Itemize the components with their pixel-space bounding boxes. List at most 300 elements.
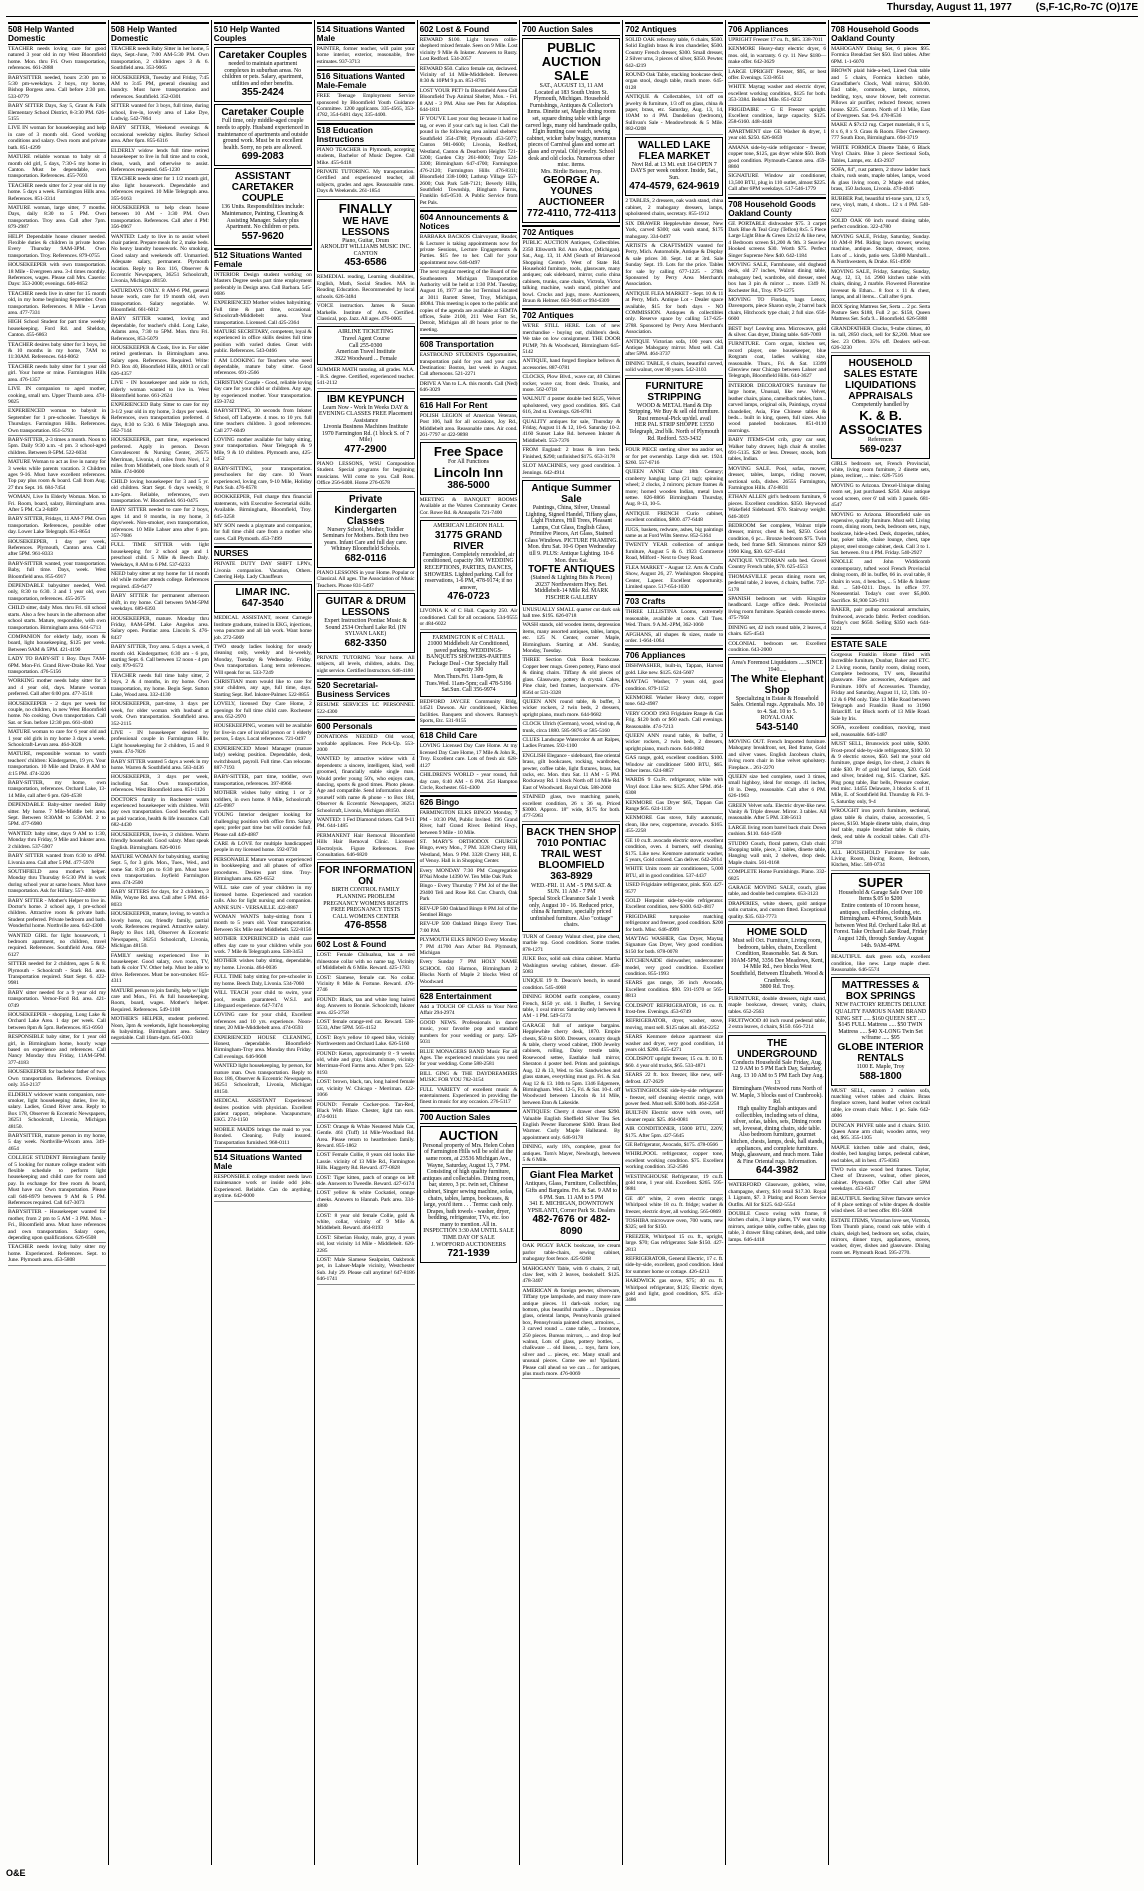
- classified-ad: MEETING & BANQUET ROOMS Available at the Warren Community Center. Cor. Rowe Rd. & Annapolis 721-7400: [420, 497, 518, 518]
- classified-ad: TEACHER needs live in sitter for 15 month old, in my home beginning September. Own transportation. References. 8 Mile - Levan area. 477-7331: [8, 291, 106, 319]
- classified-ad: GE PORTABLE dishwasher $75. 3 carpet Dark Blue & Teal Gray (Teflon) 8x5. 5 Piece Large Light Blue & Green 12x12 & like new, 4 Bedroom screen $1,200 & 9th. 3 Seaview Hooked screens $30. Worth $75. Perfect Singer Supreme New $40. 642-1184: [728, 221, 826, 261]
- display-ad-line: Area's Foremost Liquidators .....SINCE 1940.....: [731, 660, 823, 673]
- display-ad-line: Free Space: [433, 444, 504, 460]
- display-ad: [522, 480, 620, 605]
- classified-ad: WASH stands, old wooden items, depression items, many assorted antiques, tables, lamps, etc. 125 N. Center, corner Maple, Birmingham. Starting at AM. Sunday, Monday, Tuesday.: [522, 622, 620, 656]
- classified-ad: LIVE - IN housekeeper and aide to rich, elderly woman wanted to live in. West Bloomfield home. 661-2624: [111, 380, 209, 401]
- section-heading: 514 Situations Wanted Male: [214, 1150, 312, 1173]
- classified-ad: GE 40" white, 2 oven electric range; Whirlpool white 18 cu. ft. fridge; washer & freezer, electric dryer, all working. 565-0869: [625, 1196, 723, 1217]
- classified-ad: EXPERIENCED Baby Sitter to care for my 3-1/2 year old in my home, 3 days per week. References, own transportation preferred. 4 days, 8:30 to 5:30. 6 Mile Telegraph area. 562-7144: [111, 402, 209, 436]
- classified-ad: DRAPERIES, white sheers, gold antique satin curtains, and custom fitted. Exceptional quality. $35. 633-7773: [728, 901, 826, 922]
- classified-ad: WHITE Maytag washer and electric dryer, excellent working condition, $125 for both. 353-3384. Behind Mile. 851-6232: [728, 84, 826, 105]
- classified-ad: HOUSEKEEPER, mature. Monday thru Friday, 8AM-5PM. Lake Angelus area. Salary open. Pontiac area. Lincoln S. 476-8437: [111, 616, 209, 644]
- classified-ad: BEAUTIFUL dark green sofa, excellent condition, like new. Large maple chest. Reasonable. 646-5574: [831, 954, 930, 975]
- display-ad-line: Caretaker Couples: [218, 50, 307, 61]
- classified-ad: KENMORE Gas Dryer $65, Tappan Gas Range $65. 624-1130: [625, 800, 723, 815]
- classified-column: [315, 20, 418, 1865]
- classified-ad: MOVING SALE, Friday, Saturday, Sunday. 10 AM-8 PM. Riding lawn mower, sewing machine, antique. Storage, dresser, stove. Lots of ... kinds, patio sets. 53480 Marshall... & Northwestern, & Drake. 851-4990: [831, 234, 930, 268]
- classified-ad: PERMANENT Hair Removal Bloomfield Hills Hair Removal Clinic. Licensed Electrolysis. Figure References. Free Consultation. 646-6820: [317, 833, 415, 861]
- display-ad-line: Competently handled by: [852, 402, 910, 409]
- classified-ad: BARBARA BACKOS Clairvoyant, Reader, & Lecturer is taking appointments now for private Sessions, Lecture Engagements & Parties. $15 fee to her. Call for your appointment now. 646-0497: [420, 234, 518, 268]
- classified-ad: HOUSEKEEPER with own transportation. 18 Mile - Evergreen area. 3-4 times monthly. References, wages. Please call Mrs. Caserio: Days: 353-2000; evenings. 646-8652: [8, 262, 106, 290]
- classified-ad: FARMINGTON ELKS BINGO Monday, 7 PM - 10:30 PM, Public Invited. 196 Grand River, half Grand River. Behind Hwy., between 9 Mile - 10 Mile.: [420, 810, 518, 838]
- classified-ad: INTERIOR Design student working on Masters Degree seeks part time employment preferably in Design area. Call Barbara. 545-0686: [214, 272, 312, 300]
- classified-ad: QUALITY antiques for sale, Thursday & Friday, August 11 & 12, 10-6. Saturday 10-2. 4160 Sunset Lake Rd. between Inkster & Middlebelt. 553-7376: [522, 419, 620, 447]
- display-ad-line: Mon.Thurs.Fri. 11am-5pm, & Tues.Wed. 11am-5pm; call 478-5196 Sat.Sun. Call 356-9974: [425, 674, 512, 694]
- section-heading: 616 Hall For Rent: [420, 398, 518, 412]
- classified-ad: TWO steady ladies looking for steady cleaning only, weekly and bi-weekly, Monday, Tuesday & Wednesday. Friday. Own transportation. Long term references. Will speak for us. 533-7249: [214, 644, 312, 678]
- display-ad-line: HER PAL STRIP SHOPPE 13550 Telegraph, 2nd blk. North of Plymouth Rd. Redford. 533-3432: [629, 422, 720, 442]
- classified-ad: RESUME SERVICES LC PERSONNEL 522-4300: [317, 702, 415, 717]
- classified-ad: ST. MARY'S ORTHODOX CHURCH Bingo, every Mon., 7 PM. 3328 Cherry Hill, Westland, Mon. 9 PM. 3328 Cherry Hill, E. of Venoy. Hall is in Shopping Center.: [420, 839, 518, 867]
- classified-ad: OAK PIGGY BACK bookcase, ice cream parlor table-chairs, sewing cabinet, mahogany foot fence. 425-9268: [522, 1243, 620, 1264]
- classified-ad: LOST: Tiger kitten, patch of orange on left side. Answers to Tweedle. Reward. 427-6174: [317, 1175, 415, 1190]
- display-ad-line: Consisting of high quality furniture, antiques and collectables. Dining room, bar, stereo, 3 pc. twin set, Chinese cabinet, Singer sewing machine, sofas, chairs, tables, lamps, bookcases, & large, you'd item . . . Terms: cash only. Drapes, bath towels - washer, dryer, bedding, refrigerator, TVs, etc. too many to mention. All in.: [422, 1169, 515, 1228]
- display-ad-line: LIMAR INC.: [235, 587, 290, 599]
- classified-ad: WANTED light housekeeping, by person, for mature man. Own transportation. Reply to Box 186, Observer & Eccentric Newspapers, 36251 Schoolcraft, Livonia, Michigan 48150.: [214, 1063, 312, 1097]
- classified-ad: GREEN Velvet sofa. Electric dryer-like new. Vanity & Triple dresser. Mirror. 3 tables. All reasonable. After 5 PM. 338-5613: [728, 803, 826, 824]
- classified-ad: QUEEN ANN round table, & buffet, 3 wicker rockers, 2 twin beds, 2 dressers, upright piano, much more. 644-9682: [522, 699, 620, 720]
- display-ad-line: HOUSEHOLD SALES ESTATE LIQUIDATIONS APPRAISALS: [843, 358, 918, 403]
- display-ad-line: References: [867, 437, 894, 444]
- classified-ad: LOST female orange-red cat. Reward. 538-5533, After 5PM. 565-4152: [317, 1019, 415, 1034]
- display-ad: [420, 442, 518, 495]
- classified-ad: LOST: Female Chihuahua, has a red rhinestone collar with no name tag. Vicinity of Middlebelt & 6 Mile. Reward. 425-1783: [317, 952, 415, 973]
- classified-ad: SOUTHFIELD area mother's helper. Monday thru Thursday 8-5:30 PM in work during school year at same hours. Must have transportation. Ask for Hillary. 557-4080: [8, 869, 106, 897]
- display-ad-line: For All Functions: [448, 459, 489, 466]
- classified-ad: WESTINGHOUSE Refrigerator, 19 cu.ft. gold tone, 1 year old. Excellent. $265. 595-9881: [625, 1174, 723, 1195]
- display-ad-line: 644-3982: [756, 1165, 799, 1177]
- section-heading: 508 Help Wanted Domestic: [111, 22, 209, 45]
- display-ad-line: HOME SOLD: [746, 927, 808, 939]
- classified-ad: LOST: Siberian Husky, male, gray, 4 years old, lost vicinity 14 Mile - Middlebelt. 626-2285: [317, 1235, 415, 1256]
- classified-ad: IF YOU'VE Lost your dog because it had no tag, or even if your cat's tag is lost. Call the pound in the following area animal shelters: Southfield 354-4788; Plymouth 453-5077; Canton 981-0600; Livonia, Redford, Westland, Canton & Dearborn Heights 721-5200; Garden City 261-8000; Troy 524-3300; Birmingham 647-4700; Farmington 476-2120; Farmington Hills 476-8311; Bloomfield 338-1000; Lathrup Village 557-2600; Oak Park 548-7121; Beverly Hills, Southfield Township, Bingham Farms, Franklin 645-0510. A Public Service from Pet Pals.: [420, 116, 518, 208]
- section-heading: 702 Antiques: [625, 22, 723, 36]
- display-ad-line: High quality English antiques and collectibles, including sets of china, silver, sofas, tables, sets, Dining room set, loveseat, dining chairs, side table. Also bedroom furniture, gourmet kitchen, chests, lamps, desk, hall stands, appliances, and complete furniture. Mugs, glassware, and much more. Take & Fine Oriental rugs. Information.: [730, 1105, 824, 1165]
- classified-ad: LARGE UPRIGHT Freezer, $95, or best offer. Evenings. 533-8651: [728, 69, 826, 84]
- classified-ad: ANTIQUE, hand forged fireplace bellows & accessories. 887-0781: [522, 358, 620, 373]
- classified-ad: BEDROOM Set complete, Walnut triple dresser, mirror, chest & bed, $250. Good condition, 6 pc... Bronze bedroom $75. Twin beds, bed frame $49. Simmons mirror $29 1990 King, $30. 627-4544: [728, 523, 826, 557]
- classified-ad: RESPONSIBLE baby sitter, for 1 year old girl, in Birmingham home, hourly wage based on experience and references. Call Nancy Monday thru Friday, 11AM-5PM. 377-4183: [8, 1034, 106, 1068]
- classified-ad: REFRIGERATOR, dryer, washer, stove, moving, must sell. $125 takes all. 464-2252: [625, 1018, 723, 1033]
- section-heading: 706 Appliances: [625, 648, 723, 662]
- classified-ad: ALL HOUSEHOLD Furniture for sale. Living Room, Dining Room, Bedroom, Kitchen, Misc. 569-0734: [831, 850, 930, 871]
- display-ad-line: Caretaker Couple: [221, 107, 305, 119]
- classified-ad: NEED baby sitter at my home for 14 month old while mother attends college. References required. 459-6477: [111, 571, 209, 592]
- classified-ad: EXPERIENCED Mother wishes babysitting. Full time & part time, occasional. Schoolcraft-Middlebelt area. Your transportation. Licensed. Call 425-2364: [214, 300, 312, 328]
- classified-ad: TWO twin size wood bed frames. Taylor, Chest of Drawers, walnut, other pieces, cabinet. Plymouth. Offer Call after 5PM weekdays. 453-6347: [831, 1167, 930, 1195]
- display-ad-line: 543-5140: [756, 721, 799, 733]
- classified-ad: HOUSEKEEPER, Tuesday and Friday, 7:45 AM to 3:45 PM, general cleaning and laundry. Must have transportation and references. Southfield. 352-0301: [111, 75, 209, 103]
- classified-ad: WARDS 9 Cu.Ft. refrigerator, white with Vinyl door. Like new. $125. After 5PM. 464-6308: [625, 777, 723, 798]
- classified-ad: WORKING mother needs baby sitter for 3 and 4 year old, days. Mature woman preferred. Call after 6:00 pm. 477-3518: [8, 678, 106, 699]
- display-ad-line: WALLED LAKE FLEA MARKET: [638, 139, 711, 162]
- display-ad-line: needed to maintain apartment complexes in suburban areas. No children or pets. Salary, apartment, utilities and other benefits.: [222, 61, 304, 87]
- classified-ad: KENMORE Heavy-duty electric dryer, 6 mos. old, in warranty. 6 cy. 11 New $180—make offer. 642-3629: [728, 46, 826, 67]
- classified-ad: SOLID OAK refectory table, 6 chairs, $500. Solid English brass & iron chandelier, $500. Country French dresser, $300. Small dresser, 2 Silver urns, 3 pieces of silver, $350. Pewter. 642-4219: [625, 37, 723, 71]
- display-ad-line: GUITAR & DRUM LESSONS: [325, 596, 406, 619]
- section-heading: 708 Household Goods Oakland County: [728, 197, 826, 220]
- classified-ad: TURN of Century Walnut chest, pine chest, marble top. Good condition. Some trades. 878-1271: [522, 934, 620, 955]
- section-heading: NURSES: [214, 546, 312, 560]
- display-ad-line: Expert Instruction Pontiac Music & Sound 2534 Orchard Lake Rd. (IN SYLVAN LAKE): [324, 618, 407, 638]
- display-ad-line: 476-8558: [344, 920, 387, 932]
- display-ad-line: AIRLINE TICKETING: [337, 329, 394, 336]
- classified-ad: MOVING SALE. Pool, sofas, mower, dresser, tables, lamps, riding mower, sectional sofa, dishes. 26555 Farmington, Farmington Hills. 474-8831: [728, 466, 826, 494]
- display-ad-line: 355-2424: [241, 87, 284, 99]
- display-ad-line: Travel Agent Course: [341, 335, 390, 342]
- classified-ad: SIGNATURE Window air conditioner, 13,500 BTU, plug in 110 outlet, almost $225. Call after 6PM weekdays. 517-546-1779: [728, 173, 826, 194]
- classified-ad: CARE & LOVE for multiple handicapped people in my licensed home. 592-0730: [214, 841, 312, 856]
- display-ad-line: 699-2083: [241, 151, 284, 163]
- section-heading: 514 Situations Wanted Male: [317, 22, 415, 45]
- display-ad-line: 682-0116: [344, 553, 387, 565]
- classified-ad: WHIRLPOOL refrigerator, copper tone, excellent working condition. $75. Excellent working condition. 352-2586: [625, 1151, 723, 1172]
- classified-ad: FROM England: 2 brass & iron beds. Finished, $290; unfinished $175. 653-3178: [522, 447, 620, 462]
- classified-ad: YOUNG Interior designer looking for challenging position with office firm. Salary open; prefer part time but will consider full. Please call 449-4887: [214, 812, 312, 840]
- classified-ad: MOTHER wishes baby sitting 1 or 2 toddlers, in own home. 8 Mile, Schoolcraft. 425-0987: [214, 790, 312, 811]
- classified-ad: DINING set, 42 inch round table, 2 leaves, 4 chairs. 625-4543: [728, 625, 826, 640]
- classified-ad: MATURE woman, large sitter, 7 months. Days, daily 8:30 to 5 PM. Own transportation. Troy area. Call after 7pm. 879-2987: [8, 205, 106, 233]
- display-ad-line: BIRTH CONTROL FAMILY PLANNING PROBLEM PREGNANCY WOMENS RIGHTS FREE PREGNANCY TESTS: [323, 887, 408, 914]
- classified-ad: COLDSPOT upright freezer, 15 cu. ft. 10 ft. $60. 4 year old trucks, $65. 533-4871: [625, 1056, 723, 1071]
- classified-ad: GOOD NEWS. Professionals in dance music, your favorite pop and standard numbers for your wedding or party. 526-5031: [420, 1020, 518, 1048]
- display-ad-line: Novi Rd. at 13 Mi. exit 164 OPEN 7 DAYS per week outdoor. Inside, Sat., Sun.: [630, 161, 718, 181]
- classified-ad: HOUSEKEEPER to help clean house between 10 AM - 3:30 PM. Own transportation. References. Call after 4 PM: 356-0967: [111, 205, 209, 233]
- section-heading: 628 Entertainment: [420, 989, 518, 1003]
- classified-ad: EASTBOUND STUDENTS Opportunities, transportation paid for you and your cars. Destination: Boston, last week in August. Call afternoons. 521-2271: [420, 352, 518, 380]
- classified-ad: ENGLISH Elegance - sideboard, fine oriental brass, gilt bookcases, rocking, wardrobes, pewter, coffee table, light fixtures, brass, hat racks, etc. Mon. thru Sat. 11 AM - 5 PM. Rockaway Rd. 1 block North off 14 Mile Rd. East of Woodward. Royal Oak. 588-2060: [522, 753, 620, 793]
- section-heading: 510 Help Wanted Couples: [214, 22, 312, 45]
- classified-ad: MOBILE MAIDS brings the maid to you. Bonded. Cleaning. Fully insured. Transportation furnished. 968-0111: [214, 1127, 312, 1148]
- classified-ad: BABY SITTER, Weekend evenings & occasional weekday nights. Burley School area. After 6pm. 855-6316: [111, 125, 209, 146]
- classified-ad: COLDSPOT REFRIGERATOR, 16 cu. ft. frost-free. Evenings. 453-6749: [625, 1003, 723, 1018]
- classified-ad: WILL TEACH your child to swim, your pool, results guaranteed. W.S.I. and Lifeguard experience. 647-7474: [214, 990, 312, 1011]
- classified-ad: GIRLS bedroom set, French Provincial, white, living room furniture, 2 dinette sets, piano, recliner, ... misc. 626-7516: [831, 461, 930, 482]
- classified-ad: AMERICAN & foreign pewter, silverware, Tiffany type lampshade, and many more rare antique pieces. 11 dark-oak rocker, rag bottom, plus beautiful marble ... Depression glass, oriental lamps, Pennsylvania grained box, Pennsylvania painted chest, armoires, ... 3 carved round ... cane table, ... Ironstone, 250 pieces. Bureau mirrors, ... and drop leaf walnut, Lots of glass, pottery bottles, ... chalkware ... old linens, ... toys, farm lore, silver and ... pieces, etc. Many small and unusual pieces. Come see us! Ypsilanti. Please call ahead so we can ... for antiques, plus much more. 476-0069: [522, 1288, 620, 1380]
- classified-ad: DONATIONS NEEDED Old wood, workable appliances. Free Pick-Up. 553-2000: [317, 734, 415, 755]
- display-ad-line: SUPER: [858, 874, 903, 890]
- display-ad-line: WOOD & METAL Hand & Dip Stripping. We Buy & sell old furniture. Rust removal-Pick up/del. avail: [629, 402, 720, 422]
- classified-ad: FULL VARIETY of excellent music & entertainment. Experienced in providing the finest in music for any occasion. 276-5117: [420, 1087, 518, 1108]
- display-ad-line: 647-3540: [241, 598, 284, 610]
- display-ad-line: 682-3350: [344, 638, 387, 650]
- section-heading: 702 Antiques: [522, 225, 620, 239]
- classified-ad: DINING ROOM outfit complete, country French, $150 yr. old. 1 Buffet, 1 Serving table, 1 oval mirror. Saturday only between 8 AM - 1 PM. 549-5173: [522, 994, 620, 1022]
- classified-ad: MATURE, responsible woman to watch teachers' children: Kindergarten, 19 yrs. Your transportation. 10 Mile and Drake. 8 AM to 4:15 PM. 474-3226: [8, 751, 106, 779]
- display-ad: [831, 355, 930, 458]
- classified-ad: REFRIGERATOR, General Electric, 17 c. ft. side-by-side, excellent, good condition. Ideal for summer home or cottage. 426-4213: [625, 1256, 723, 1277]
- classified-ad: DISHWASHER, built-in, Tappan, Harvest gold. Like new. $125. 624-5607: [625, 663, 723, 678]
- classified-ad: PRIVATE DUTY DAY SHIFT LPN's, Livonia companion. Vacation, Others. Catering Help. Lady Chauffeurs: [214, 561, 312, 582]
- classified-ad: THREE Section Oak Book bookcase. Copper beer mugs. Green pottery, Piano stool & dining chairs. Tiffany & old pieces of glass. Glassware, pottery & crystal. Cakes, Pine chair, bed frames, lacquerware. 476-8564 or 531-3328: [522, 657, 620, 697]
- classified-ad: ANTIQUES: Cherry 4 drawer chest $290. Valuable English Sheffield Silver Tea Set. English Pewter Barometer $300. Brass Bed Warmer. Curly Maple Hallstand. By appointment only. 646-9178: [522, 1109, 620, 1143]
- display-ad-line: J. WOFFORD AUCTIONEERS: [431, 1241, 506, 1248]
- classified-ad: MAKE A $7x12 rug. Carpet materials, 8 x 5, 8 x 6, 8 x 9. Grass & Room. Fiber Greenery. 777 South Eton, Birmingham. 694-3719: [831, 122, 930, 143]
- classified-ad: LIVE - IN housekeeper desired by professional couple in Farmington Hills. Light housekeeping for 2 children, 15 and 8 years. 474-7826: [111, 730, 209, 758]
- classified-ad: RESPONSIBLE college student needs lawn maintenance work or inside odd jobs. Experienced. Reliable. Can do anything, anytime. 642-6000: [214, 1174, 312, 1202]
- classified-ad: BABY-SITTER, my home, own transportation, references. Orchard Lake, 13-14 Mile, call after 6 pm. 626-4538: [8, 780, 106, 801]
- display-ad-line: ROYAL OAK: [760, 715, 794, 722]
- classified-ad: MAPLE kitchen table and chairs, desk, double, bed hanging lamps, pedestal cabinet, end tables, all in best. 475-8363: [831, 1145, 930, 1166]
- classified-ad: BABY SITTERS for days, for 2 children, 3 Mile, Wayne Rd. area. Call after 5 PM. 464-8033: [111, 889, 209, 910]
- section-heading: 618 Child Care: [420, 728, 518, 742]
- page-footer: O&E: [6, 1868, 26, 1878]
- classified-ad: MATURE person to join family, help w/ light care and Mon., Fri. & full housekeeping. Room, board, wages. Mother's helper. Required. References. 549-1108: [111, 988, 209, 1016]
- classified-ad: FOUND: Female Cocker-poo. Tan-Red, Black With Blaze. Chester, light tan ears. 474-6011: [317, 1102, 415, 1123]
- classified-ad: DOCTOR'S family in Rochester wants experienced housekeeper with children. Will pay own transportation. Good benefits such as paid vacation, health & life insurance. Call 682-4430: [111, 797, 209, 831]
- section-heading: 516 Situations Wanted Male-Female: [317, 69, 415, 92]
- section-heading: 608 Transportation: [420, 337, 518, 351]
- classified-ad: WHITE Units room air conditioners, 5,000 BTU, all in good condition. 537-4437: [625, 866, 723, 881]
- display-ad-line: Antique Summer Sale: [531, 482, 612, 505]
- classified-ad: BABY SITTER wanted, loving and dependable, for teacher's child. Long Lake, Adams area, 7:30 to 5PM. Mon. thru Fri. References, 853-5079: [111, 316, 209, 344]
- display-ad-line: Located at 183 South Union St. Plymouth, Michigan. Household Furnishings, Antiques & Collector's Items. Dinette set, Maple dining room set, square dining table with large carved legs, many old handmade quilts, Elgin hunting case watch, sewing cabinet, wicker baby buggy, numerous pieces of Carnival glass and some art glass and crystal. Old jewelry. School desk and old clocks. Numerous other misc. items.: [525, 89, 618, 169]
- classified-ad: CHILD sitter, daily Mon. thru Fri. till school starts. Also a few hours in the afternoon after school starts. Mature, responsible, with own transportation. Birmingham area. 644-5713: [8, 605, 106, 633]
- classified-ad: PRIVATE TUTORING. My transportation. Certified and experienced teacher, all subjects, grades and ages. Reasonable rates. Days & Weekends. 261-1854: [317, 169, 415, 197]
- classified-ad: TEACHER needs loving baby sitter my home. Experienced. References. Sept. to June. Plymouth area. 453-5808: [8, 1244, 106, 1265]
- classified-ad: LADY TO BABY-SIT 1 Boy. Days 7AM-6PM. Mon-Fri. Grand River-Drake Rd. Your transportation. 476-5156: [8, 656, 106, 677]
- classified-ad: BROWN plaid hide-a-bed, Lined Oak table and 5 chairs, Formica kitchen table, Grandfather's Clock, Wall mirror, $30.00. End table, commode, lamps, mirrors, bedding, toys, snow blower, belt corrector. Pillows air purifier, reduced freezer, screen house. $225. Comm. North of 13 Mile, East of Evergreen. Sat. 9-6. 478-8536: [831, 68, 930, 121]
- display-ad-line: INSPECTION 3:30 AM UNTIL SALE TIME DAY OF SALE: [423, 1228, 514, 1242]
- classified-ad: MOVING TO Florida, bags Lenox, Davenports, piece Sharon style, 2 barrel back chairs, Hitchcock type chair, 2 full size. 656-6600: [728, 297, 826, 325]
- section-heading: 602 Lost & Found: [420, 22, 518, 36]
- classified-ad: RUBBER Pad, beautiful tri-tone yarn, 12 x 9, new, vinyl, mats, 4 shots... 12 x 4 PM. 540-6327: [831, 196, 930, 217]
- display-ad-line: AUCTION: [438, 1127, 499, 1143]
- classified-ad: PRIVATE TUTORING Your home. All subjects, all levels, children, adults. Day, night service. Certified Instructors. 646-4180: [317, 655, 415, 676]
- classified-ad: I AM LOOKING for Teachers who need dependable, mature baby sitter. Good references. 691-2566: [214, 358, 312, 379]
- display-ad-line: 21000 Middlebelt Air Conditioned, paved parking. WEDDINGS-BANQUETS SHOWERS-PARTIES Package Deal - Our Specialty Hall capacity 300: [426, 641, 511, 674]
- classified-ad: ESTATE ITEMS, Victorian love set, Victrola, Tom Thumb piano, round oak table with 4 chairs, sleigh bed, bedroom set, sofas, chairs, mirrors, dinner trays, appliances, stoves, washer, dryer, dishes and glassware. Dining room set. Plymouth Road. 595-2770.: [831, 1218, 930, 1258]
- display-ad: [214, 168, 312, 245]
- classified-ad: SITTER wanted for 3 boys, full time, during school, live-in, lovely area of Lake Dye, Ludwig. 542-7864: [111, 103, 209, 124]
- classified-column: [212, 20, 315, 1865]
- classified-ad: BABY-SITTER, part time, toddler, own transportation, references. 397-8966: [214, 774, 312, 789]
- classified-ad: MOVING to Arizona. Bloomfield sale on expensive, quality furniture. Must sell: Living room, dining room, beds, bedroom sets, rugs, bookcase, hide-a-bed. Desk, draperies, tables, bar, poker table, chaise lounge, chest, tape player, steel storage cabinet, desk. Call 3 to 1. Sat. between. 8 to 4 PM. Friday. 540-2927: [831, 512, 930, 559]
- classified-ad: SOFA, excellent condition, moving, must sell, reasonable. 646-1487: [831, 725, 930, 740]
- display-ad-line: Entire contents of 10 room house, antiques, collectibles, clothing, etc. Birmingham. 4-Forest, South Main between West Rd. Orchard Lake Rd. at Forest. Take Orchard Lake Road, Friday August 12th, through Sunday August 14th. 9AM-4PM.: [833, 903, 928, 949]
- display-ad-line: 474-4579, 624-9619: [629, 181, 720, 193]
- classified-ad: UPRIGHT Freezer 17 cu. ft., $85. 338-7011: [728, 37, 826, 45]
- classified-ad: KNOLLE and John Widdicomb contemporary, tufted wool French Provincial dining room, 48 in. buffet, 66 in. oval table, 8 chairs in wax, 4 benches, ... 5 Mile & Inkster Rd. ... 540-0211. Days. In office 7/7. Nonessential. Today's cost over $5,000. Sacrifice. $1,900 526-1911: [831, 559, 930, 606]
- display-ad: [420, 632, 518, 697]
- classified-ad: SITTER needed for 2 children, ages 5 & 8. Plymouth - Schoolcraft - Stark Rd. area. Transportation required. Start Sept. 6. 422-9981: [8, 961, 106, 989]
- display-ad-line: 772-4110, 772-4113: [526, 208, 616, 220]
- classified-ad: UNUSUALLY SMALL quarter cut dark oak hall tree. $195. 626-0718: [522, 607, 620, 622]
- display-ad: [420, 520, 518, 606]
- display-ad: [728, 924, 826, 994]
- classified-ad: FOUND: Black, tan and white long haired dog. Answers to Bonnie. Schoolcraft, Inkster area. 425-2758: [317, 997, 415, 1018]
- classified-ad: KITCHENAIDE dishwasher, undercounter model, very good condition. Excellent condition. 855-1993: [625, 958, 723, 979]
- display-ad: [420, 1126, 518, 1264]
- classified-column: [6, 20, 109, 1865]
- classified-ad: MAYTAG Washer, 7 years old, good condition. 879-1152: [625, 679, 723, 694]
- display-ad: [317, 491, 415, 568]
- classified-ad: BILL GING & THE DAYDREAMERS MUSIC FOR YOU 782-3154: [420, 1071, 518, 1086]
- display-ad-line: TOFTE ANTIQUES: [528, 564, 615, 576]
- classified-ad: BABY SITTER needed to care for 2 boys, ages 14 and 8 months, in my home, 3 days/week. Non-smoker, own transportation, references. 10 Mile Lahser area after 6 pm. 357-7686: [111, 507, 209, 541]
- section-heading: 702 Antiques: [522, 308, 620, 322]
- display-ad: [317, 199, 415, 273]
- display-ad-line: Paintings, China, Silver, Unusual Lighting, Signed Handel, Tiffany glass, Light Fixtures, Hill Trees, Pleasant Lamps, Cut Glass, English Glass, Primitive Pieces, Art Glass, Stained Glass Windows. PICTURE FRAMING. Mon. thru Sat. 10-6 Open Wednesday till 9. PLUS: Antique Lighting. 10-6 Mon. thru Sat.: [524, 504, 618, 564]
- classified-ad: CHRISTIAN mom would like to care for your children, any age, full time, days. Starting Sept. Ref. Inkster-Palmer. 522-8855: [214, 679, 312, 700]
- classified-ad: SOLID OAK 60 inch round dining table, perfect condition. 322-4780: [831, 218, 930, 233]
- display-ad-line: FOR INFORMATION ON: [318, 865, 413, 888]
- classified-ad: Bingo - Every Thursday 7 PM Jol of the Bet 29400 Teli and Rose Rd. Cor. Church, Oak Park: [420, 883, 518, 904]
- classified-ad: CLUES Landscape Watercolor & art Ralpes, Ladies Frames. 592-1100: [522, 737, 620, 752]
- classified-ad: COMPANION for elderly lady, room & board, light housekeeping, $125 per week. Between 9AM & 5PM. 421-4190: [8, 634, 106, 655]
- classified-ad: SUMMER MATH tutoring, all grades. M.A. - B.S. degree. Certified, experienced teacher. 541-2112: [317, 367, 415, 388]
- display-ad-line: FARMINGTON K of C HALL: [432, 634, 505, 641]
- classified-ad: INTERIOR DECORATOR'S furniture for large home, Unusual, like new. Velvet, leather chairs, piano, camelback tables, bars... carved lamps, original oils, Paintings, crystal chandelier, Asia, Fine Chinese tables & beds... built in king, queen, full sizes. Also wood paneled bookcases. 851-0110 mornings.: [728, 383, 826, 436]
- classified-ad: ELDERLY widower wants companion, non-smoker, light housekeeping duties, live in, salary. Ladies, Grand River area. Reply to Box 178, Observer & Eccentric Newspapers, 36251 Schoolcraft, Livonia, Michigan 48150.: [8, 1092, 106, 1132]
- classified-ad: REMEDIAL reading, Learning disabilities, English, Math, Social Studies. MA in Reading Education. Recommended by local schools. 626-3484: [317, 274, 415, 302]
- classified-ad: Every MONDAY 7:30 PM Congregation B'Nai Moshe 14390 W. Ten Mile Oak Park: [420, 868, 518, 883]
- classified-ad: WATERFORD Glassware, goblets, wine, champagne, sherry, $10 retail $17.30. Royal I. Lignum, $7. 3 Plating and Room Service Outfits. All for $125. 642-5554: [728, 1182, 826, 1210]
- classified-ad: WE'RE STILL HERE. Lots of new merchandise - buying out, children's desk. We take on low consignment. THE DOOR PUMP, 7th & Woodward, Birmingham 645-5142: [522, 323, 620, 357]
- classified-ad: BEAUTIFUL Sterling Silver flatware service of 8 place settings of white drapes & double wind sheet. 50 or best offer. 891-5008: [831, 1196, 930, 1217]
- classified-ad: GE Refrigerator, Avocado, $175. 478-0566: [625, 1142, 723, 1150]
- classified-ad: TEACHER needs sitter for 2 year old in my home. 5 days a week. Farmington Hills area. References. 851-3314: [8, 183, 106, 204]
- classified-ad: LIVE IN woman for housekeeping and help in care of 3 month old. Good working conditions and salary. Own room and private bath. 851-4299: [8, 125, 106, 153]
- classified-ad: BABYSITTER needed, hours 2:30 pm to 5:30 pm-weekdays. 2 boys, my home, Bishop Borgess area. Call before 2:30 pm. 533-0779: [8, 75, 106, 103]
- display-ad-line: 453-6586: [344, 257, 387, 269]
- classified-ad: MUST SELL, Brunswick pool table, $200. Frost-proof side-by-side refrigerator, $100. 50 & 9 electric stoves, $50. Sell me your old furniture, grape design, Ice chest, 2 chairs & table $30. Pr of gold leaf lamps, $20. Gold and silver, braided rug, $15. Clarinet, $25. Ping pong table, Bar bells, Pressure cooker, end misc. 14455 Delaware, 3 blocks S. of 11 Mile, E. of Southfield Rd. Thursday & Fri. 9-5, Saturday only, 9-4: [831, 741, 930, 807]
- classified-ad: DRIVE A Van to L.A. this month. Call (Ned) 646-3029: [420, 381, 518, 396]
- display-ad-line: Call 255-0300: [348, 342, 383, 349]
- classified-ad: Add a TOUCH OF CLASS to Your Next Affair 294-2974: [420, 1004, 518, 1019]
- classified-ad: LOVING Licensed Day Care Home. At my licensed Day Care Home, 17 Mile & John R., Troy. Excellent care. Lots of fresh air. 628-4127: [420, 743, 518, 771]
- classified-ad: BABY SITTER for permanent afternoon shift, in my home. Call between 9AM-5PM weekdays. 689-6393: [111, 593, 209, 614]
- classified-ad: LOST Female Collie, 8 years old looks like Lassie. vicinity of 13 Mile Rd., Farmington Hills. Haggerty Rd. Reward. 477-0828: [317, 1152, 415, 1173]
- display-ad-line: 1970 Farmington Rd. (1 block S. of 7 Mile): [322, 430, 410, 444]
- classified-ad: GARAGE full of antique bargains. Hepplewhite cherry desk, 1870. Empire chests, $50 to $100. Dressers, country dough & table, cherry wood cabinet, 1900 Jewelry cabinets, rolling, Daisy trestle table, Rosewood settee, Eastlake hall mirror, Sheraton 4 poster bed. Prints and paintings. Aug. 12 & 13, Wed. to Sat. Sandwiches and glass statues, everything must go. Fri. & Sat. Aug 12 & 13. 10th to 5pm. 1346 Edgemere, Birmingham. Wed. 12-5, Fri. & Sat. 10-4. off Woodward between Lincoln & 14 Mile, between Eton & Lakeside.: [522, 1023, 620, 1108]
- display-ad-line: CANTON: [353, 250, 378, 257]
- classified-ad: STAINED glass, two matching panels, excellent condition, 26 x 36 sq. Priced $3000. Approx. 18" wide, $175 for both. 477-5963: [522, 794, 620, 822]
- section-heading: 706 Appliances: [728, 22, 826, 36]
- header-date: Thursday, August 11, 1977: [886, 2, 1012, 13]
- classified-ad: TWENTY YEAR collection of antique furniture, August 5 & 6. 1923 Commerce Road, Milford - Next to Oxey Road.: [625, 542, 723, 563]
- display-ad: [625, 137, 723, 197]
- classified-ad: LOST: Boy's yellow 10 speed bike, vicinity Northwestern and Orchard Lake. 626-5160: [317, 1035, 415, 1050]
- classified-ad: BABY SITTER wanted from 6:30 to 4PM. Livonia area. Call after 5 PM. 477-5978: [8, 853, 106, 868]
- classified-ad: WANTED: Lady to live in to assist wheel chair patient. Prepare meals for 2, make beds. No heavy laundry housework. No smoking. Good salary and weekends off. Unmarried. Adequate salary, permanent. Plymouth location. Reply to Box 116, Observer & Eccentric Newspapers, 36251 Schoolcraft, Livonia, Michigan 48150.: [111, 234, 209, 287]
- classified-ad: EXPERIENCED Motel Manager (mature lady) seeking position. Dependable, desk, switchboard, payroll. Full time. Can relocate. 887-7193: [214, 746, 312, 774]
- classified-ad: FOUR PIECE sterling silver tea and/or set, or for pet ownership. Large dish set. 1924. $260. 557-6716: [625, 447, 723, 468]
- classified-ad: CHILDREN'S WORLD - year round, full day care, 6:40 AM - 6 PM. 254 Hampton Circle, Rochester. 651-4300: [420, 772, 518, 793]
- display-ad-line: Must sell Oct. Furniture, Living room, bedroom, tables, chairs, Excellent Condition, Reasonable. Sat. & Sun. 10AM-5PM, 3356 Dee Meadows, Kent, 14 Mile Rd., two blocks West Southfield, Between Elizabeth. Wood & Cranbrook.: [730, 938, 824, 984]
- classified-ad: HOUSEKEEPER, 1 day per week, References. Plymouth, Canton area. Call after 5PM. 961-8333: [8, 539, 106, 560]
- display-ad-line: Personal property of Mrs. Helen Cohen of Farmington Hills will be sold at the same room, at 23536 Michigan Ave., Wayne, Saturday, August 13, 7 PM.: [422, 1142, 515, 1169]
- display-ad-line: The White Elephant Shop: [730, 673, 824, 696]
- classified-ad: PIANO TEACHER in Plymouth, accepting students, Bachelor of Music Degree. Call Mike. 455-6418: [317, 147, 415, 168]
- classified-ad: 2 TABLES, 2 dressers, oak wash stand, china cabinet, 2 mahogany dressers, lamps, upholstered chairs, secretary. 855-1912: [625, 198, 723, 219]
- classified-ad: SLOT MACHINES, very good condition. 3 Jennings. 642-4914: [522, 463, 620, 478]
- display-ad-line: 386-5000: [447, 479, 490, 491]
- classified-ad: BOOKKEEPER, Full charge thru financial statements, with Executive Secretarial skills. Available. Birmingham, Bloomfield, Troy. 645-3258: [214, 494, 312, 522]
- classified-ad: DUNCAN PHYFE table and 4 chairs. $110. Queen Anne arm chair, wooden arms, very old, $65. 355-1105: [831, 1123, 930, 1144]
- display-ad-line: 482-7676 or 482-8090: [532, 1214, 611, 1238]
- classified-ad: COLONIAL bedroom set. Excellent condition. 643-2000: [728, 641, 826, 656]
- classified-ad: LOST: Orange & White Neutered Male Cat, Gentle. 461 (Tuff) 14 Mile-Woodland Rd. Area. Please return to heartbroken family. Reward. 855-1862: [317, 1124, 415, 1152]
- classified-ad: MATURE reliable woman to baby sit 4 month old girl, 5 days, 7:30-5 my home in Canton. Must be dependable, own transportation. References. 455-7693: [8, 154, 106, 182]
- classified-ad: BABY SITTER - Mother's Helper to live in. Doctor's home. 2 school age, 1 pre-school children. Attractive room & private bath. Student preferred. Private bedroom and bath. Wonderful home. Northville area. 642-4300: [8, 898, 106, 932]
- section-heading: 604 Announcements & Notices: [420, 210, 518, 233]
- classified-column: [726, 20, 829, 1865]
- classified-ad: GARAGE MOVING SALE, couch, glass table, and double bed complete. 653-3123: [728, 885, 826, 900]
- classified-ad: FULL TIME SITTER with light housekeeping for 2 school age and 1 preschool child. 5 Mile & Beech Daly. Weekdays, 8 AM to 6 PM. 537-6233: [111, 542, 209, 570]
- classified-ad: ROUND Oak Table, stacking bookcase desk, organ stool, dough table, much more. 645-0128: [625, 72, 723, 93]
- classified-ad: PIANO LESSONS in your Home. Popular or Classical. All ages. The Association of Music Teachers. Phone 831-5497: [317, 570, 415, 591]
- classified-columns: [6, 20, 1138, 1865]
- classified-ad: HOUSEKEEPER, part-time, 3 days per week, for older woman with husband at work. Own transportation. Southfield area. 352-2115: [111, 701, 209, 729]
- classified-ad: BABY SITTER wanted 5 days a week in my home. Warren & Southfield area. 563-4436: [111, 759, 209, 774]
- display-ad-line: Antiques, Glass, Furniture, Collectibles, Gifts and Bargains. Fri. & Sat. 9 AM to 6 PM. Sun. 11 AM to 5 PM: [524, 1181, 619, 1201]
- classified-ad: TEACHER needs sitter for 1 1/2 month girl, also light housework. Dependable and references required. 10 Mile Telegraph area. 355-9163: [111, 176, 209, 204]
- display-ad-line: 557-9620: [241, 230, 284, 242]
- classified-ad: BABY-SITTER, 2-3 times a month. Noon to 5pm. Daily 9:30 a.m. -4 pm. 3 school-aged children. Between 8-5PM. 522-6034: [8, 437, 106, 458]
- classified-ad: WHITE FORMICA Dinette Table, 6 Black Vinyl Chairs. Blue 3 piece Sectional Sofa, Tables, Lamps, etc. 443-2937: [831, 145, 930, 166]
- display-ad-line: BACK THEN SHOP: [526, 826, 617, 838]
- classified-ad: Every Sunday 7 PM HOLY NAME SCHOOL 630 Harmon, Birmingham 2 Blocks North of Maple 2 blocks West of Woodward: [420, 959, 518, 987]
- classified-ad: TEACHER needs full time baby sitter, 2 boys, 2 & 4 months, in my home. Own transportation, my home. Begin Sept. Sutton Lake, Wood area. 332-4130: [111, 673, 209, 701]
- classified-ad: WALNUT 4 poster double bed $125, Velvet upholstered, very good condition. $95. Call 616, 2nd st. Evenings. 626-8781: [522, 396, 620, 417]
- classified-ad: LOVING care for your child, Excellent references and 10 yrs. experience. Noon-timer, 20 Mile-Middlebelt area. 474-0593: [214, 1012, 312, 1033]
- classified-ad: HOUSEKEEPER - shopping, Long Lake & Orchard Lake Area. 1 day per week. Call between 8pm & 5pm. References. 851-6950: [8, 1012, 106, 1033]
- display-ad-line: 721-1939: [447, 1248, 490, 1260]
- display-ad: [317, 593, 415, 653]
- classified-ad: MEDICAL ASSISTANT Experienced desires position with physician. Excellent patient rapport, telephone. Vacapuncture, EKG. 274-1150: [214, 1098, 312, 1126]
- classified-ad: LOST: brown, black, tan, long haired female cat, vicinity W. Chicago - Merriman. 422-1066: [317, 1079, 415, 1100]
- classified-ad: GAS range, gold, excellent condition. $100. Window air conditioner 5000 BTU, $65. Other items. 624-8857: [625, 755, 723, 776]
- classified-ad: BAKER, pair pullup occasional armchairs, fruitwood, avocado fabric. Perfect condition. Today's cost $650. Selling $350 each 644-8221: [831, 607, 930, 635]
- classified-ad: MUST SELL, custom 2 cushion sofa, matching velvet tables and chairs. Brass fireplace screen, hand leather velvet cocktail table, ice cream chair. Misc. 1 pc. Sale. 642-4006: [831, 1088, 930, 1122]
- classified-ad: MEDICAL ASSISTANT, recent Carnegie Institute graduate, trained in EKG, injections, vena puncture and all lab work. Want home job. 272-5069: [214, 615, 312, 643]
- classified-ad: WROUGHT iron porch furniture, sectional, glass table & chairs, chaise, accessories, 5 pieces, $150. Maple dinette table, chairs, drop leaf table, maple breakfast table & chairs, desk, end table & cocktail tables. Call 474-3718: [831, 808, 930, 848]
- classified-ad: FURNITURE. Corn organ, kitchen set, record player, one housekeeper, blue Rotgram coat, ladies walking size, reasonable. Thurs., Fri. & Sat. 13399 Glenview near Chicago between Lahser and Telegraph, Bloomfield Hills. 644-3627: [728, 341, 826, 381]
- classified-ad: MAHOGANY Dining Set, 6 pieces $95. Formica Breakfast Set $50. End tables. After 6PM. 1-1-6070: [831, 46, 930, 67]
- header-code: (S,F-1C,Ro-7C (O)17E: [1035, 2, 1138, 13]
- section-heading: 626 Bingo: [420, 795, 518, 809]
- classified-ad: MOVING to Arizona. Drexel-Unique dining room set, just purchased. $250. Also antique wood screen, over 6' tall with 3 panels. 681-4547: [831, 483, 930, 511]
- display-ad-line: American Travel Institute: [335, 349, 396, 356]
- classified-ad: HELP! Dependable house cleaner needed. Flexible duties & children in private home. Every Thursday 9AM-3PM. Own transportation. Troy. References. 879-0755: [8, 234, 106, 262]
- classified-ad: COMPLETE Home Furnishings. Piano. 332-6825: [728, 869, 826, 884]
- classified-ad: PLYMOUTH ELKS BINGO Every Monday 7 PM 41700 Ann Arbor Rd. Plymouth, Michigan: [420, 937, 518, 958]
- section-heading: 512 Situations Wanted Female: [214, 248, 312, 271]
- classified-column: [623, 20, 726, 1865]
- classified-ad: REWARD $100. Light brown collie-shepherd mixed female. Seen on 9 Mile. Lost vicinity 9 Mile & Inkster. Answers to Rusty. Lost Redford. 534-2057: [420, 37, 518, 65]
- classified-ad: STUDIO Couch, floral pattern, Club chair. Shopping table, piece, 2 tables, dinette table, Hanging wall unit, 2 shelves, drop desk. Maple chairs. 561-0168: [728, 841, 826, 869]
- classified-ad: ANTIQUE Victorian sofa, 100 years old, Antique Mahogany mirror. Must sell. Call after 5PM. 464-3737: [625, 339, 723, 360]
- classified-ad: ELDERLY widow lends full time retired housekeeper to live in full time and to cook, clean, wash, and otherwise to assist. References requested. 645-1230: [111, 148, 209, 176]
- classified-ad: MAHOGANY Table, with 6 chairs, 2 tall, claw feet, with 2 leaves, bookshelf. $125. 478-3407: [522, 1266, 620, 1287]
- classified-ad: GRANDFATHER Clocks, 9-tube chimes, 40 in. tall, 2850 clock, sell for $2,200. Must see Sec. 23 Offers. 35% off. Dealers sell-out. 626-3230: [831, 326, 930, 354]
- display-ad-line: Lincoln Inn: [433, 464, 504, 480]
- display-ad: [831, 977, 930, 1085]
- classified-ad: SATURDAYS ONLY. 8 AM-6 PM, general house work, care for 19 month old, own transportation. Salary negotiable. W. Bloomfield. 661-6012: [111, 288, 209, 316]
- classified-ad: REWARD $50. Calico female cat, declawed. Vicinity of 14 Mile-Middlebelt. Between 8:30 & 10PM 9 p.m. 851-8705: [420, 66, 518, 87]
- classified-ad: DINING TABLE, 6 chairs, beautiful carved, solid walnut, over 80 years. 542-3103: [625, 361, 723, 376]
- section-heading: 508 Help Wanted Domestic: [8, 22, 106, 45]
- classified-ad: DEPENDABLE babysitter needed, Wed. only, 8:30 to 6:30. 3 and 1 year old, own transportation, references. 455-2675: [8, 583, 106, 604]
- classified-ad: HOUSEKEEPER, part time, experienced preferred. Apply in person. Devon Convalescent & Nursing Center, 28575 Merriman, Livonia, 4 miles from Novi, 1.2 miles from Middlebelt, one block south of 8 Mile. 474-0600: [111, 437, 209, 477]
- classified-ad: LOST: Male Siamese Sealpoint, Oakbrook pet, in Lahser-Maple vicinity, Westchester Sub. July 29. Please call anytime! 647-8186 646-1741: [317, 1257, 415, 1285]
- display-ad-line: GLOBE INTERIOR RENTALS: [837, 1041, 924, 1064]
- classified-ad: MOTHER'S HELPER, student preferred. Noon, 3pm & weekends, light housekeeping & babysitting. Birmingham area. Salary negotiable. Call 10am-4pm. 645-0303: [111, 1016, 209, 1044]
- display-ad-line: 569-0237: [859, 443, 902, 455]
- classified-ad: SEARS gas range, 36 inch Avocado, Excellent condition. $90. 591-1970 or 565-8813: [625, 980, 723, 1001]
